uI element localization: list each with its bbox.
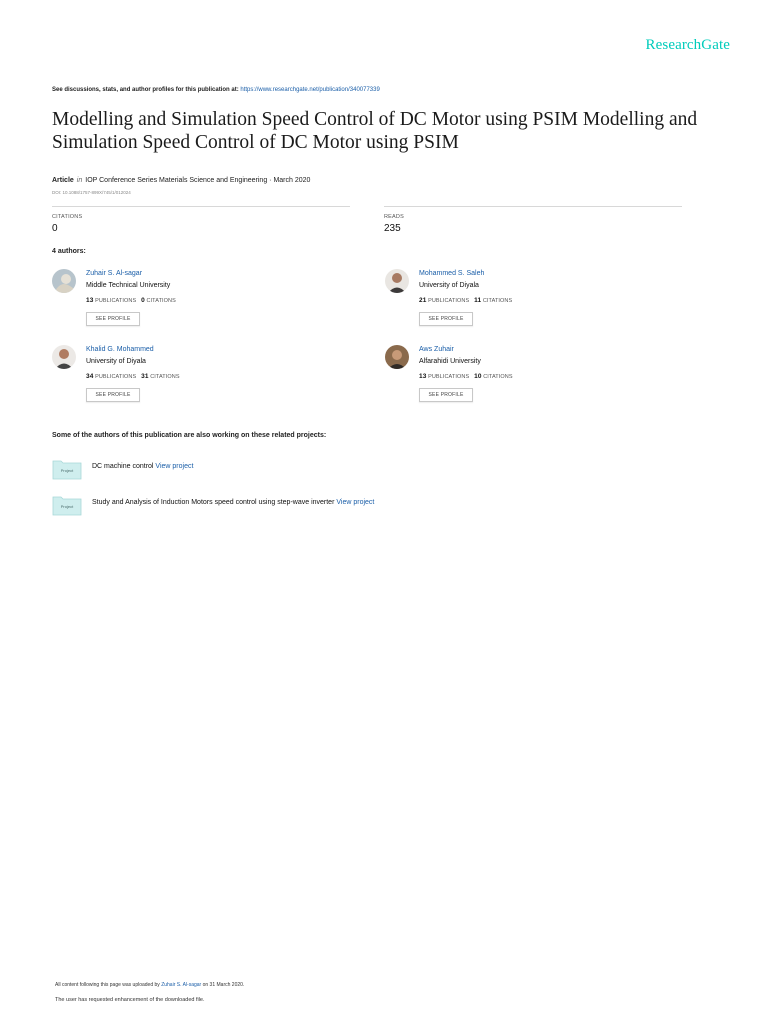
discussions-line: [52, 87, 380, 93]
citations-label: CITATIONS: [482, 298, 513, 304]
citations-label: CITATIONS: [52, 214, 83, 220]
publication-meta: [52, 177, 310, 184]
divider-right: [384, 206, 682, 207]
publications-label: PUBLICATIONS: [428, 298, 470, 304]
citations-count: 11: [474, 297, 482, 304]
author-name[interactable]: Khalid G. Mohammed: [86, 346, 154, 353]
citations-count: 31: [141, 373, 149, 380]
citations-label: CITATIONS: [150, 374, 180, 380]
author-stats: [419, 297, 512, 304]
author-card: [52, 269, 352, 333]
citations-label: CITATIONS: [146, 298, 176, 304]
project-title: Study and Analysis of Induction Motors speed control using step-wave inverter: [92, 499, 335, 506]
reads-label: READS: [384, 214, 404, 220]
citations-count: 0: [141, 297, 145, 304]
view-project-link[interactable]: View project: [336, 499, 375, 506]
avatar[interactable]: [52, 345, 76, 369]
publications-label: PUBLICATIONS: [428, 374, 470, 380]
avatar[interactable]: [52, 269, 76, 293]
see-profile-button[interactable]: SEE PROFILE: [86, 388, 140, 402]
related-projects-label: Some of the authors of this publication are also working on these related projects:: [52, 432, 327, 439]
publications-count: 13: [419, 373, 427, 380]
reads-value: 235: [384, 223, 401, 234]
venue[interactable]: IOP Conference Series Materials Science and Engineering · March 2020: [85, 177, 311, 184]
author-name[interactable]: Aws Zuhair: [419, 346, 454, 353]
upload-suffix: on 31 March 2020.: [202, 982, 245, 988]
avatar[interactable]: [385, 345, 409, 369]
citations-label: CITATIONS: [483, 374, 513, 380]
project-row: [52, 494, 692, 520]
author-card: [385, 345, 685, 409]
project-badge: Project: [60, 504, 74, 509]
publications-label: PUBLICATIONS: [95, 298, 137, 304]
upload-prefix: All content following this page was uploaded by: [55, 982, 160, 988]
publications-count: 34: [86, 373, 94, 380]
publications-count: 21: [419, 297, 427, 304]
see-profile-button[interactable]: SEE PROFILE: [419, 312, 473, 326]
publications-label: PUBLICATIONS: [95, 374, 137, 380]
project-folder-icon: [52, 458, 82, 480]
project-row: [52, 458, 692, 484]
author-stats: [419, 373, 513, 380]
author-stats: [86, 297, 176, 304]
project-folder-icon: [52, 494, 82, 516]
author-name[interactable]: Mohammed S. Saleh: [419, 270, 485, 277]
article-type: Article: [52, 177, 74, 184]
author-institution: Alfarahidi University: [419, 358, 481, 365]
discussions-text: See discussions, stats, and author profiles for this publication at:: [52, 87, 239, 93]
project-badge: Project: [60, 468, 74, 473]
author-institution: University of Diyala: [86, 358, 146, 365]
in-label: in: [76, 177, 83, 184]
divider-left: [52, 206, 350, 207]
author-card: [52, 345, 352, 409]
citations-value: 0: [52, 223, 58, 234]
uploader-link[interactable]: Zuhair S. Al-sagar: [161, 982, 202, 988]
view-project-link[interactable]: View project: [155, 463, 194, 470]
publication-title: Modelling and Simulation Speed Control of DC Motor using PSIM Modelling and Simulation Speed Control of DC Motor using PSIM: [52, 109, 698, 153]
avatar[interactable]: [385, 269, 409, 293]
project-text: [92, 499, 374, 506]
researchgate-logo[interactable]: ResearchGate: [645, 37, 730, 53]
author-card: [385, 269, 685, 333]
publications-count: 13: [86, 297, 94, 304]
author-stats: [86, 373, 180, 380]
authors-label: 4 authors:: [52, 248, 86, 255]
see-profile-button[interactable]: SEE PROFILE: [419, 388, 473, 402]
publication-link[interactable]: https://www.researchgate.net/publication/340077339: [240, 87, 380, 93]
see-profile-button[interactable]: SEE PROFILE: [86, 312, 140, 326]
project-title: DC machine control: [92, 463, 154, 470]
author-institution: Middle Technical University: [86, 282, 171, 289]
citations-count: 10: [474, 373, 482, 380]
author-institution: University of Diyala: [419, 282, 479, 289]
author-name[interactable]: Zuhair S. Al-sagar: [86, 270, 143, 277]
doi[interactable]: DOI: 10.1088/1757-899X/745/1/012024: [52, 190, 131, 195]
project-text: [92, 463, 193, 470]
enhancement-notice: The user has requested enhancement of the downloaded file.: [55, 997, 205, 1003]
upload-notice: [55, 982, 244, 988]
